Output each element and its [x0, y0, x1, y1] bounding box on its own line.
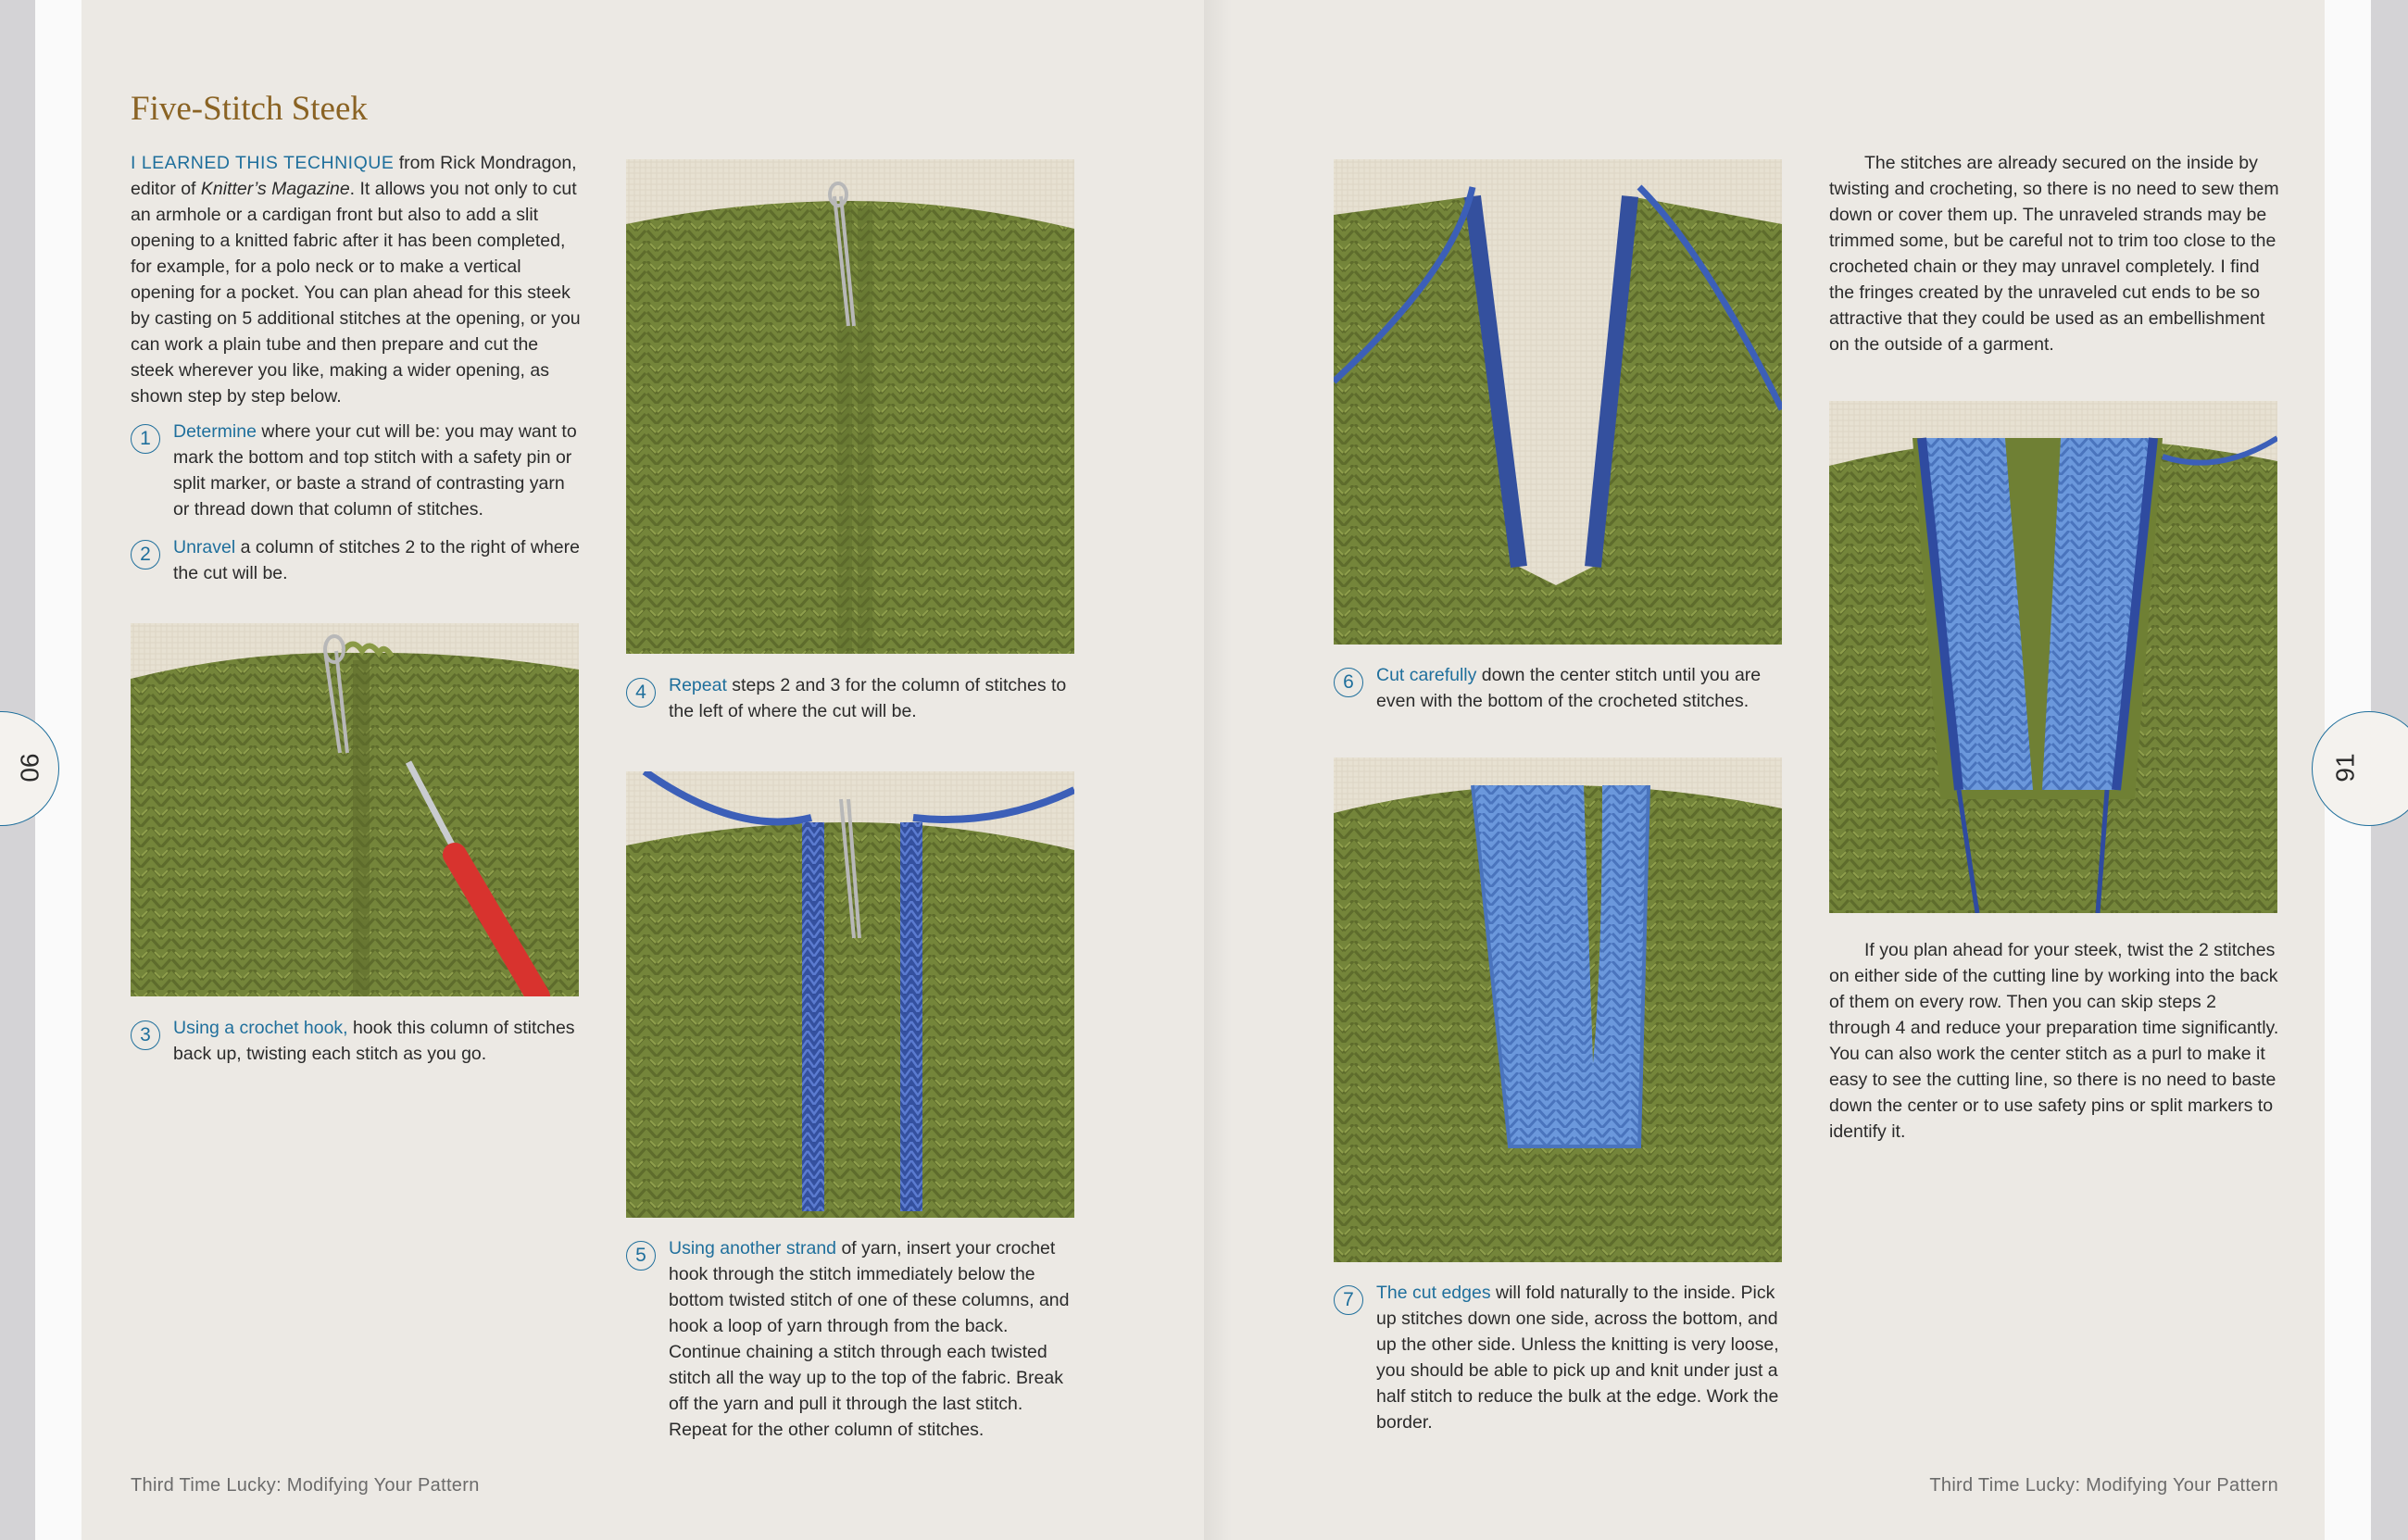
intro-lead: I LEARNED THIS TECHNIQUE	[131, 153, 395, 173]
right-paragraph-2: If you plan ahead for your steek, twist the 2 stitches on either side of the cutting line by working into the back of them on every row. Then you can skip steps 2 through 4 and reduce your preparation time significantly. You can also work the center stitch as a purl to make it easy to see the cutting line, so there is no need to baste down the center or to use safety pins or split markers to identify it.	[1829, 940, 2279, 1142]
footer-left: Third Time Lucky: Modifying Your Pattern	[131, 1475, 480, 1496]
step-number-5: 5	[626, 1241, 656, 1271]
page-title: Five-Stitch Steek	[131, 90, 368, 128]
gutter	[1204, 0, 1232, 1540]
step-number-7: 7	[1334, 1285, 1363, 1315]
right-paragraph-1: The stitches are already secured on the inside by twisting and crocheting, so there is no need to sew them down or cover them up. The unraveled strands may be trimmed some, but be careful not to trim too close to the crocheted chain or they may unravel completely. I find the fringes created by the unraveled cut ends to be so attractive that they could be used as an embellishment on the outside of a garment.	[1829, 153, 2279, 355]
footer-right: Third Time Lucky: Modifying Your Pattern	[1929, 1475, 2278, 1496]
step-3-lead: Using a crochet hook,	[173, 1018, 348, 1038]
photo-inside-view	[1829, 401, 2277, 913]
step-3-text: hook this column of stitches back up, twisting each stitch as you go.	[173, 1018, 575, 1064]
step-6-lead: Cut carefully	[1376, 665, 1477, 685]
step-4-text: steps 2 and 3 for the column of stitches to the left of where the cut will be.	[669, 675, 1067, 721]
step-6-text: down the center stitch until you are even with the bottom of the crocheted stitches.	[1376, 665, 1762, 711]
page-number-right-text: 91	[2330, 753, 2360, 783]
intro-text-b: . It allows you not only to cut an armhole or a cardigan front but also to add a slit opening to a knitted fabric after it has been completed, for example, for a polo neck or to make a vertical opening for a pocket. You can plan ahead for this steek by casting on 5 additional stitches at the opening, or you can work a plain tube and then prepare and cut the steek wherever you like, making a wider opening, as shown step by step below.	[131, 179, 581, 407]
step-number-1: 1	[131, 424, 160, 454]
photo-crocheted-chains	[626, 771, 1074, 1218]
step-5-text: of yarn, insert your crochet hook through the stitch immediately below the bottom twisted stitch of one of these columns, and hook a loop of yarn through from the back. Continue chaining a stitch through each twisted stitch all the way up to the top of the fabric. Break off the yarn and pull it through the last stitch. Repeat for the other column of stitches.	[669, 1238, 1070, 1440]
step-7	[1334, 1280, 1787, 1435]
step-4-lead: Repeat	[669, 675, 727, 695]
photo-finished-border	[1334, 757, 1782, 1262]
step-number-6: 6	[1334, 668, 1363, 697]
step-7-text: will fold naturally to the inside. Pick up stitches down one side, across the bottom, and up the other side. Unless the knitting is very loose, you should be able to pick up and knit under just a half stitch to reduce the bulk at the edge. Work the border.	[1376, 1283, 1779, 1433]
magazine-name: Knitter’s Magazine	[200, 179, 350, 199]
step-1-text: where your cut will be: you may want to mark the bottom and top stitch with a safety pin or split marker, or baste a strand of contrasting yarn or thread down that column of stitches.	[173, 421, 577, 520]
step-5	[626, 1235, 1080, 1443]
photo-crochet-hook	[131, 623, 579, 996]
step-3	[131, 1015, 584, 1067]
page-number-left-text: 90	[15, 753, 44, 783]
photo-safety-pin	[626, 159, 1074, 654]
step-number-2: 2	[131, 540, 160, 570]
photo-cut-opening	[1334, 159, 1782, 645]
step-2-text: a column of stitches 2 to the right of where the cut will be.	[173, 537, 580, 583]
step-2	[131, 534, 584, 586]
step-6	[1334, 662, 1787, 714]
intro-text-a: from Rick Mondragon, editor of	[131, 153, 577, 199]
intro-paragraph	[131, 150, 584, 409]
step-7-lead: The cut edges	[1376, 1283, 1491, 1303]
step-5-lead: Using another strand	[669, 1238, 837, 1258]
step-number-3: 3	[131, 1020, 160, 1050]
step-2-lead: Unravel	[173, 537, 236, 557]
step-1	[131, 419, 584, 522]
step-4	[626, 672, 1080, 724]
step-1-lead: Determine	[173, 421, 257, 442]
step-number-4: 4	[626, 678, 656, 707]
